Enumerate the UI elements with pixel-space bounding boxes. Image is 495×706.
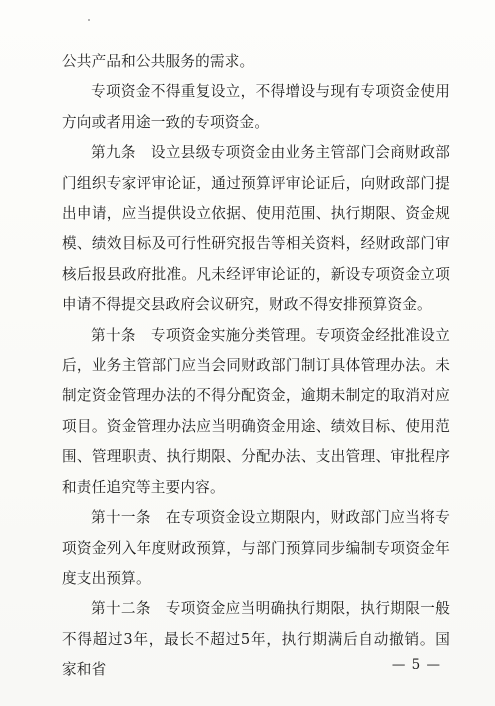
page-number: — 5 — [391,657,441,673]
paragraph-no-duplicate-funds: 专项资金不得重复设立，不得增设与现有专项资金使用方向或者用途一致的专项资金。 [62,83,450,131]
body-text [62,47,450,686]
paragraph-article-10: 第十条 专项资金实施分类管理。专项资金经批准设立后，业务主管部门应当会同财政部门制订具体管理办法。未制定资金管理办法的不得分配资金，逾期未制定的取消对应项目。资金管理办法应当明确资金用途、绩效目标、使用范围、管理职责、执行期限、分配办法、支出管理、审批程序和责任追究等主要内容。 [62,326,450,496]
paragraph-article-12: 第十二条 专项资金应当明确执行期限，执行期限一般不得超过3年，最长不超过5年，执行期满后自动撤销。国家和省 [62,600,450,679]
paragraph-article-11: 第十一条 在专项资金设立期限内，财政部门应当将专项资金列入年度财政预算，与部门预算同步编制专项资金年度支出预算。 [62,509,450,587]
paragraph-continuation: 公共产品和公共服务的需求。 [62,53,255,70]
scan-speck [88,19,90,21]
paragraph-article-9: 第九条 设立县级专项资金由业务主管部门会商财政部门组织专家评审论证，通过预算评审论证后，向财政部门提出申请，应当提供设立依据、使用范围、执行期限、资金规模、绩效目标及可行性研究报告等相关资料，经财政部门审核后报县政府批准。凡未经评审论证的，新设专项资金立项申请不得提交县政府会议研究，财政不得安排预算资金。 [62,144,450,314]
